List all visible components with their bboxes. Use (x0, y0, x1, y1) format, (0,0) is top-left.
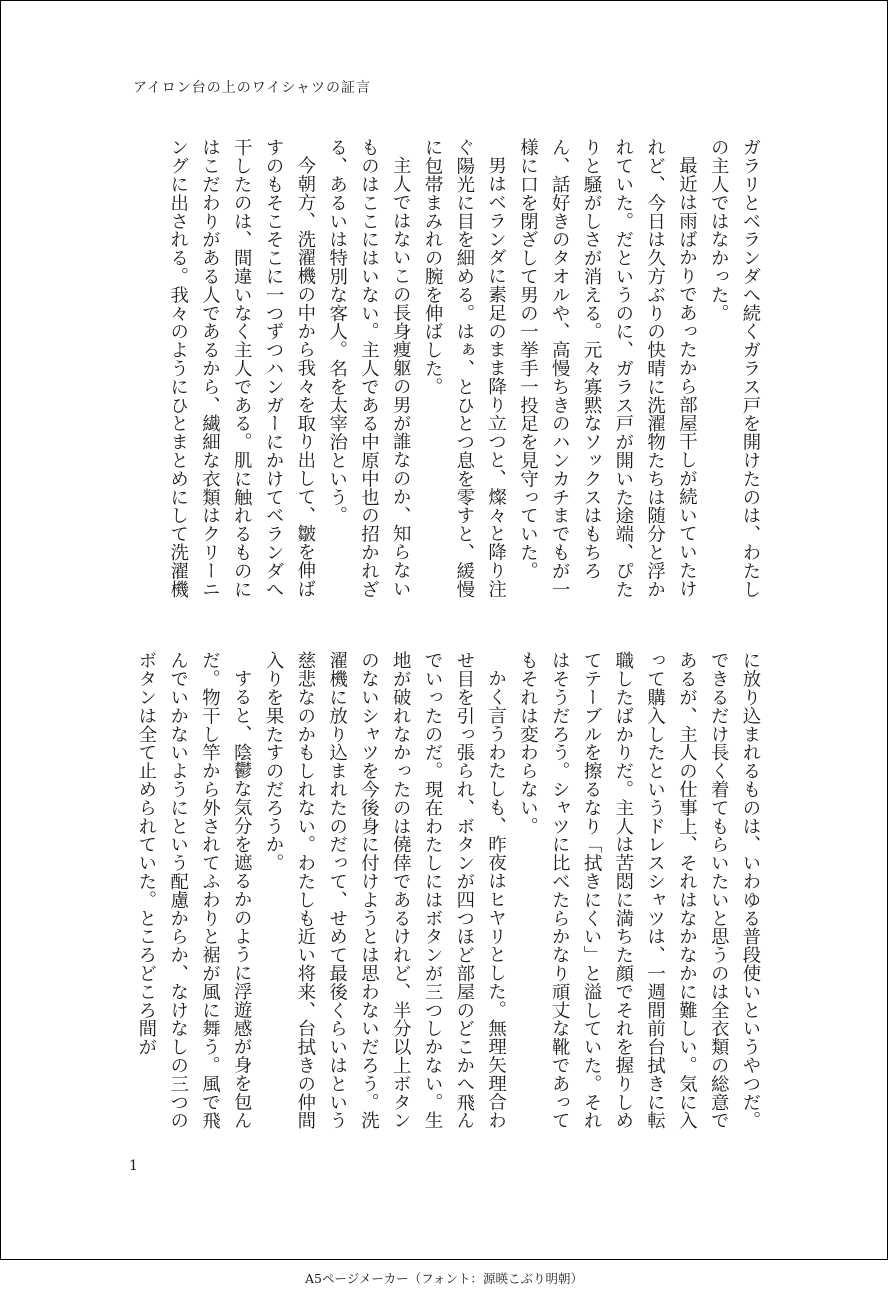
paragraph: かく言うわたしも、昨夜はヒヤリとした。無理矢理合わせ目を引っ張られ、ボタンが四つほど部屋のどこかへ飛んでいったのだ。現在わたしにはボタンが三つしかない。生地が破れなかったのは僥倖であるけれど、半分以上ボタンのないシャツを今後身に付けようとは思わないだろう。洗濯機に放り込まれたのだって、せめて最後くらいはという慈悲なのかもしれない。わたしも近い将来、台拭きの仲間入りを果たすのだろうか。 (263, 651, 507, 1130)
paragraph: すると、陰鬱な気分を遮るかのように浮遊感が身を包んだ。物干し竿から外されてふわりと裾が風に舞う。風で飛んでいかないようにという配慮からか、なけなしの三つのボタンは全て止められていた。ところどころ間が (135, 651, 253, 1130)
footer-caption: A5ページメーカー（フォント：源暎こぶり明朝） (305, 1271, 583, 1286)
running-title: アイロン台の上のワイシャツの証言 (133, 80, 372, 96)
paragraph: 最近は雨ばかりであったから部屋干しが続いていたけれど、今日は久方ぶりの快晴に洗濯物たちは随分と浮かれていた。だというのに、ガラス戸が開いた途端、ぴたりと騒がしさが消える。元々寡黙なソックスはもちろん、話好きのタオルや、高慢ちきのハンカチまでもが一様に口を閉ざして男の一挙手一投足を見守っていた。 (517, 138, 698, 598)
paragraph: に放り込まれるものは、いわゆる普段使いというやつだ。できるだけ長く着てもらいたいと思うのは全衣類の総意であるが、主人の仕事上、それはなかなかに難しい。気に入って購入したというドレスシャツは、一週間前台拭きに転職したばかりだ。主人は苦悶に満ちた顔でそれを握りしめてテーブルを擦るなり「拭きにくい」と溢していた。それはそうだろう。シャツに比べたらかなり頑丈な靴であってもそれは変わらない。 (517, 651, 761, 1130)
paragraph: 主人ではないこの長身痩躯の男が誰なのか、知らないものはここにはいない。主人である中原中也の招かれざる、あるいは特別な客人。名を太宰治という。 (326, 138, 412, 598)
text-block-top (124, 138, 766, 608)
paragraph: 今朝方、洗濯機の中から我々を取り出して、皺を伸ばすのもそこそこに一つずつハンガーにかけてベランダへ干したのは、間違いなく主人である。肌に触れるものにはこだわりがある人であるから、繊細な衣類はクリーニングに出される。我々のようにひとまとめにして洗濯機 (167, 138, 316, 598)
text-block-bottom (124, 651, 766, 1131)
paragraph: ガラリとベランダへ続くガラス戸を開けたのは、わたしの主人ではなかった。 (708, 138, 761, 598)
page-number: 1 (129, 1158, 138, 1174)
paragraph: 男はベランダに素足のまま降り立つと、燦々と降り注ぐ陽光に目を細める。はぁ、とひとつ息を零すと、緩慢に包帯まみれの腕を伸ばした。 (422, 138, 507, 598)
